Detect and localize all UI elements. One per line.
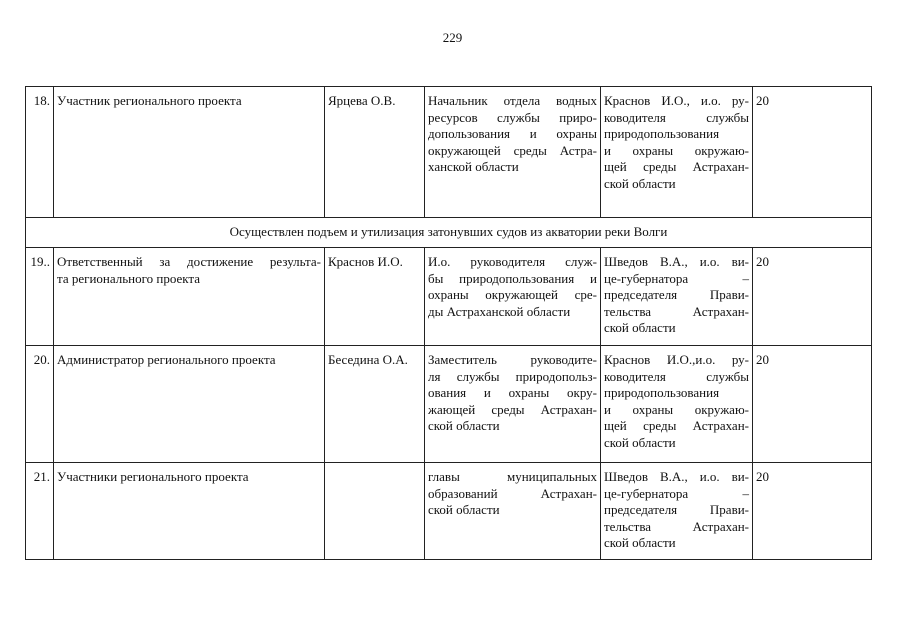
- position-line: Начальник отдела водных: [428, 93, 597, 108]
- supervisor-line: председателя Прави-: [604, 502, 749, 517]
- position-line: охраны окружающей сре-: [428, 287, 597, 302]
- position-line: бы природопользования и: [428, 270, 597, 286]
- page-number: 229: [442, 30, 463, 45]
- supervisor-line: щей среды Астрахан-: [604, 159, 749, 174]
- table-row: [26, 87, 872, 218]
- supervisor-line: председателя Прави-: [604, 287, 749, 302]
- supervisor-cell: [601, 87, 753, 218]
- project-roles-table: [25, 86, 872, 560]
- position-cell: [425, 346, 601, 463]
- supervisor-line: Краснов И.О., и.о. ру-: [604, 93, 749, 108]
- supervisor-line: природопользования: [604, 126, 720, 141]
- role-cell: [54, 463, 325, 560]
- position-line: ской области: [428, 418, 500, 433]
- supervisor-line: ководителя службы: [604, 109, 749, 125]
- percent-cell: 20: [753, 346, 872, 463]
- supervisor-line: тельства Астрахан-: [604, 518, 749, 534]
- percent-cell: 20: [753, 463, 872, 560]
- person-cell: Краснов И.О.: [325, 248, 425, 346]
- supervisor-line: ководителя службы: [604, 368, 749, 384]
- position-line: окружающей среды Астра-: [428, 142, 597, 158]
- supervisor-line: щей среды Астрахан-: [604, 418, 749, 433]
- supervisor-line: Шведов В.А., и.о. ви-: [604, 254, 749, 269]
- supervisor-line: и охраны окружаю-: [604, 401, 749, 417]
- supervisor-line: тельства Астрахан-: [604, 303, 749, 319]
- supervisor-line: ской области: [604, 535, 676, 550]
- supervisor-line: Шведов В.А., и.о. ви-: [604, 469, 749, 484]
- role-cell: [54, 346, 325, 463]
- position-line: ханской области: [428, 159, 519, 174]
- table-row: [26, 463, 872, 560]
- row-number: 21.: [26, 463, 54, 560]
- supervisor-line: це-губернатора –: [604, 485, 749, 501]
- supervisor-line: ской области: [604, 434, 676, 450]
- role-cell: [54, 87, 325, 218]
- role-text: Участники регионального проекта: [57, 469, 249, 484]
- position-line: главы муниципальных: [428, 469, 597, 484]
- supervisor-cell: [601, 248, 753, 346]
- row-number: 19..: [26, 248, 54, 346]
- position-line: ресурсов службы приро-: [428, 109, 597, 125]
- supervisor-line: це-губернатора –: [604, 270, 749, 286]
- table-row: [26, 248, 872, 346]
- supervisor-cell: [601, 463, 753, 560]
- role-text: Ответственный за достижение результа-: [57, 254, 321, 269]
- position-line: Заместитель руководите-: [428, 352, 597, 367]
- supervisor-line: и охраны окружаю-: [604, 142, 749, 158]
- position-line: ля службы природопольз-: [428, 368, 597, 384]
- row-number: 18.: [26, 87, 54, 218]
- position-line: образований Астрахан-: [428, 485, 597, 501]
- position-line: И.о. руководителя служ-: [428, 254, 597, 269]
- position-line: ской области: [428, 502, 500, 517]
- section-row: [26, 218, 872, 248]
- percent-cell: 20: [753, 87, 872, 218]
- role-text: Участник регионального проекта: [57, 93, 242, 108]
- position-cell: [425, 248, 601, 346]
- person-cell: Ярцева О.В.: [325, 87, 425, 218]
- position-cell: [425, 463, 601, 560]
- position-line: ования и охраны окру-: [428, 385, 597, 400]
- role-text: Администратор регионального проекта: [57, 352, 276, 367]
- position-cell: [425, 87, 601, 218]
- supervisor-line: ской области: [604, 320, 676, 335]
- section-title: Осуществлен подъем и утилизация затонувших судов из акватории реки Волги: [26, 218, 872, 248]
- row-number: 20.: [26, 346, 54, 463]
- role-text: та регионального проекта: [57, 270, 201, 286]
- supervisor-cell: [601, 346, 753, 463]
- table-row: [26, 346, 872, 463]
- supervisor-line: Краснов И.О.,и.о. ру-: [604, 352, 749, 367]
- supervisor-line: ской области: [604, 175, 676, 191]
- position-line: жающей среды Астрахан-: [428, 401, 597, 417]
- position-line: допользования и охраны: [428, 126, 597, 141]
- person-cell: Беседина О.А.: [325, 346, 425, 463]
- percent-cell: 20: [753, 248, 872, 346]
- position-line: ды Астраханской области: [428, 303, 571, 319]
- role-cell: [54, 248, 325, 346]
- supervisor-line: природопользования: [604, 385, 720, 400]
- person-cell: [325, 463, 425, 560]
